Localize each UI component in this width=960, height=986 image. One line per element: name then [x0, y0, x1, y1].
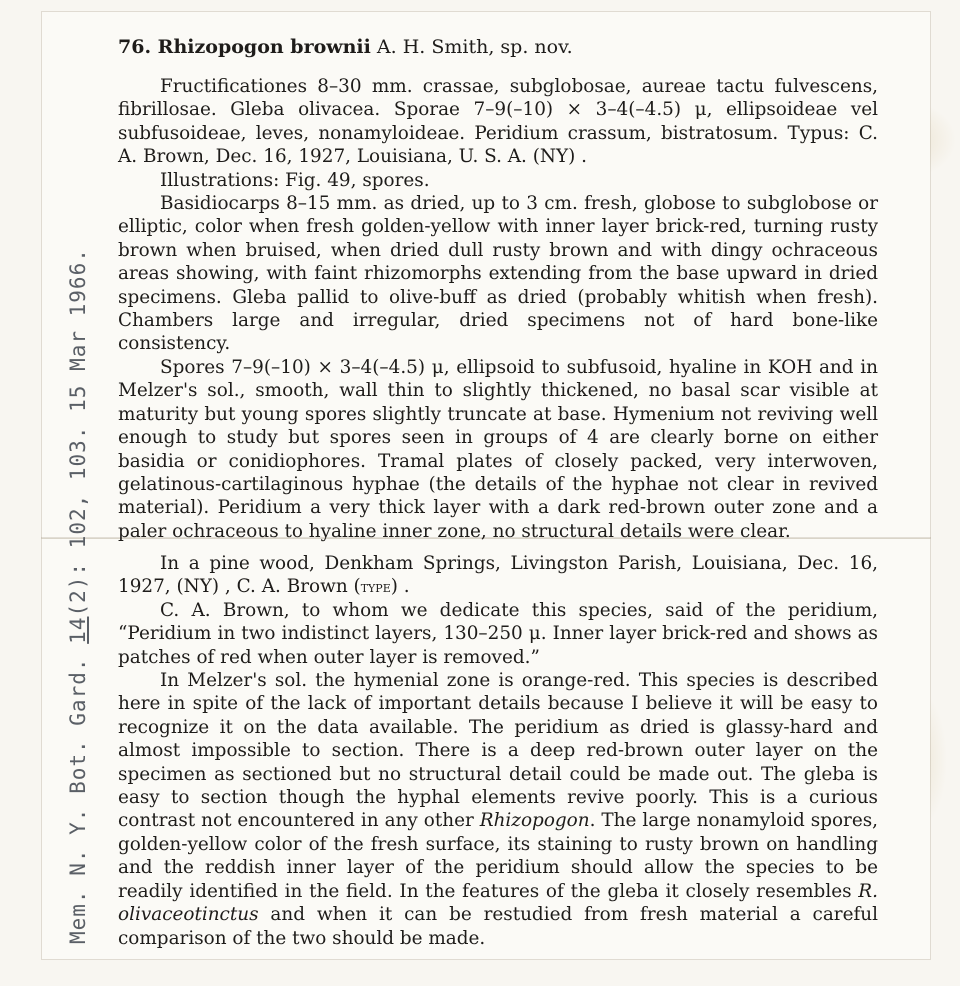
- illustrations-line: Illustrations: Fig. 49, spores.: [160, 169, 430, 191]
- discussion-text-c: and when it can be restudied from fresh material a careful comparison of the two should be made.: [118, 904, 878, 949]
- citation-journal: Mem. N. Y. Bot. Gard.: [66, 657, 90, 944]
- species-author: A. H. Smith, sp. nov.: [376, 36, 573, 58]
- citation-date: 15 Mar 1966.: [66, 248, 90, 412]
- habitat-text: In a pine wood, Denkham Springs, Livingston Parish, Louisiana, Dec. 16, 1927, (NY) , C. A. Brown (: [118, 553, 878, 598]
- discussion-paragraph: [118, 669, 878, 950]
- description-block: [118, 75, 878, 543]
- species-title: 76. Rhizopogon brownii: [118, 36, 371, 58]
- habitat-paragraph: [118, 552, 878, 599]
- discussion-text-a: In Melzer's sol. the hymenial zone is orange-red. This species is described here in spite of the lack of important details because I believe it will be easy to recognize it on the data available. The peridium as dried is glassy-hard and almost impossible to section. There is a deep red-brown outer layer on the specimen as sectioned but no structural detail could be made out. The gleba is easy to section though the hyphal elements revive poorly. This is a curious contrast not encountered in any other: [118, 670, 878, 832]
- type-label: type: [360, 577, 391, 597]
- species-heading: [118, 36, 573, 58]
- citation-pages: (2): 102, 103.: [66, 425, 90, 617]
- citation-stamp: [66, 248, 90, 944]
- spores-paragraph: Spores 7–9(–10) × 3–4(–4.5) μ, ellipsoid to subfusoid, hyaline in KOH and in Melzer's sol., smooth, wall thin to slightly thickened, no basal scar visible at maturity but young spores slightly truncate at base. Hymenium not reviving well enough to study but spores seen in groups of 4 are clearly borne on either basidia or conidiophores. Tramal plates of closely packed, very interwoven, gelatinous-cartilaginous hyphae (the details of the hyphae not clear in revived material). Peridium a very thick layer with a dark red-brown outer zone and a paler ochraceous to hyaline inner zone, no structural details were clear.: [118, 356, 878, 542]
- genus-name: Rhizopogon: [479, 810, 590, 832]
- discussion-block: [118, 552, 878, 950]
- related-species-name: R. olivaceotinctus: [118, 880, 878, 926]
- citation-issue: 14: [66, 616, 90, 644]
- latin-diagnosis: Fructificationes 8–30 mm. crassae, subglobosae, aureae tactu fulvescens, fibrillosae. Gleba olivacea. Sporae 7–9(–10) × 3–4(–4.5) μ, ellipsoideae vel subfusoideae, leves, nonamyloideae. Peridium crassum, bistratosum. Typus: C. A. Brown, Dec. 16, 1927, Louisiana, U. S. A. (NY) .: [118, 76, 878, 168]
- dedication-paragraph: C. A. Brown, to whom we dedicate this species, said of the peridium, “Peridium in two indistinct layers, 130–250 μ. Inner layer brick-red and shows as patches of red when outer layer is removed.”: [118, 599, 878, 668]
- basidiocarps-paragraph: Basidiocarps 8–15 mm. as dried, up to 3 cm. fresh, globose to subglobose or elliptic, color when fresh golden-yellow with inner layer brick-red, turning rusty brown when bruised, when dried dull rusty brown and with dingy ochraceous areas showing, with faint rhizomorphs extending from the base upward in dried specimens. Gleba pallid to olive-buff as dried (probably whitish when fresh). Chambers large and irregular, dried specimens not of hard bone-like consistency.: [118, 193, 878, 355]
- habitat-end: ) .: [390, 576, 410, 598]
- discussion-text-b: . The large nonamyloid spores, golden-yellow color of the fresh surface, its staining to rusty brown on handling and the reddish inner layer of the peridium should allow the species to be readily identified in the field. In the features of the gleba it closely resembles: [118, 810, 878, 902]
